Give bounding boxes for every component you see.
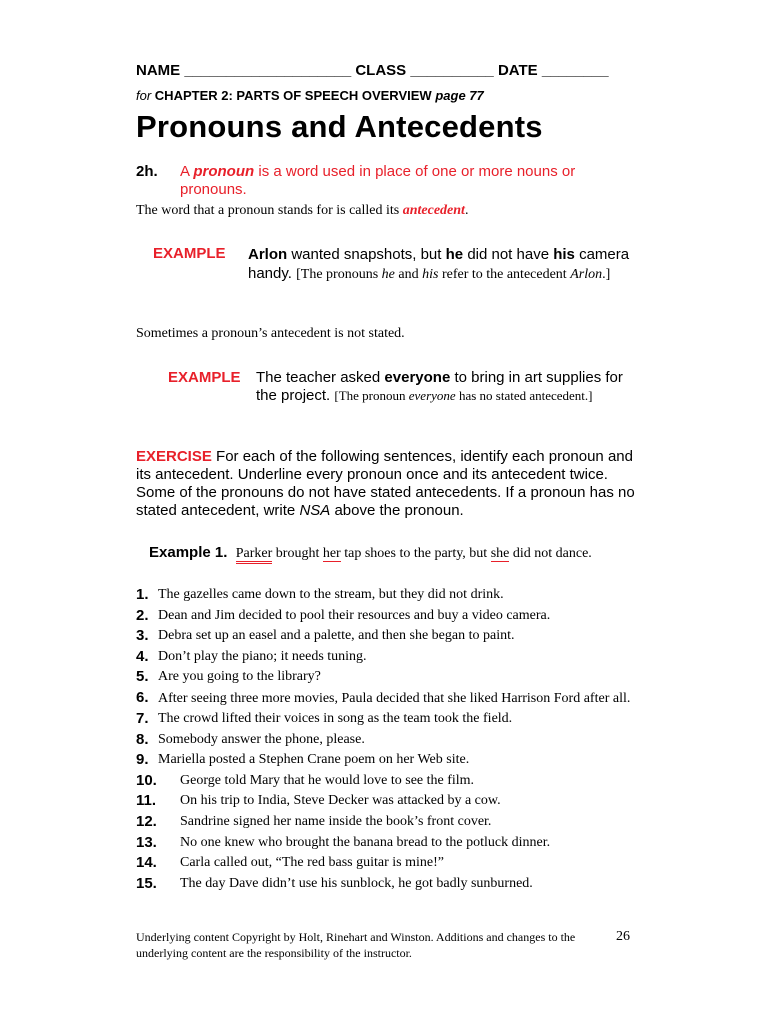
rule-definition	[180, 163, 600, 199]
item-sentence: After seeing three more movies, Paula decided that she liked Harrison Ford after all.	[158, 690, 631, 706]
list-item	[136, 791, 656, 812]
exercise-label: EXERCISE	[136, 448, 212, 465]
rule-text-end: is a word used in place of one or more nouns or pronouns.	[180, 163, 576, 198]
list-item	[136, 667, 656, 688]
list-item	[136, 688, 656, 709]
item-number: 2.	[136, 606, 149, 624]
worked-example-sentence	[236, 546, 592, 564]
item-sentence: Debra set up an easel and a palette, and then she began to paint.	[158, 628, 515, 644]
item-number: 1.	[136, 586, 149, 603]
list-item	[136, 812, 656, 833]
list-item	[136, 647, 656, 668]
item-number: 15.	[136, 874, 157, 892]
sentence-text: brought	[275, 546, 320, 561]
example-one-text	[248, 245, 648, 284]
exercise-text: For each of the following sentences, identify each pronoun and its antecedent. Underline every pronoun once and its antecedent twice. Some of the pronouns do not have stated antecedents. If a pronoun has no stated antecedent, write	[136, 448, 635, 519]
example-text: did not have	[467, 246, 550, 263]
example-text: wanted snapshots, but	[291, 246, 442, 263]
list-item	[136, 585, 656, 606]
example-note	[296, 267, 610, 282]
example-note	[334, 388, 592, 403]
item-number: 13.	[136, 833, 157, 851]
exercise-instructions	[136, 448, 636, 520]
chapter-prefix: for	[136, 88, 152, 103]
example-text: to bring in art supplies for the project.	[256, 369, 623, 404]
note-term: Arlon	[570, 267, 603, 282]
example-pronoun: his	[553, 246, 575, 263]
item-number: 4.	[136, 647, 149, 665]
note-text: [The pronouns	[296, 267, 379, 282]
item-number: 8.	[136, 730, 149, 748]
item-sentence: Somebody answer the phone, please.	[158, 731, 365, 747]
item-number: 5.	[136, 668, 149, 686]
antecedent-definition	[136, 203, 736, 219]
example-antecedent: Arlon	[248, 246, 288, 263]
underlined-pronoun: her	[322, 546, 341, 561]
item-number: 9.	[136, 751, 149, 769]
item-sentence: Dean and Jim decided to pool their resources and buy a video camera.	[158, 607, 551, 623]
note-text: [The pronoun	[334, 388, 406, 403]
note-text: and	[398, 267, 419, 282]
antecedent-definition-text: The word that a pronoun stands for is called its	[136, 203, 400, 218]
antecedent-definition-end: .	[464, 203, 469, 218]
chapter-reference	[136, 88, 756, 103]
item-number: 7.	[136, 709, 149, 727]
list-item	[136, 853, 656, 874]
chapter-name: CHAPTER 2: PARTS OF SPEECH OVERVIEW	[154, 88, 432, 103]
worked-example-label: Example 1.	[149, 544, 228, 561]
worked-example	[149, 544, 749, 562]
exercise-text: above the pronoun.	[334, 502, 464, 519]
example-two-text	[256, 369, 646, 405]
unstated-antecedent-note: Sometimes a pronoun’s antecedent is not stated.	[136, 326, 405, 341]
item-sentence: No one knew who brought the banana bread to the potluck dinner.	[180, 834, 551, 850]
copyright-notice: Underlying content Copyright by Holt, Rinehart and Winston. Additions and changes to the underlying content are the responsibility of the instructor.	[136, 930, 576, 960]
note-text: refer to the antecedent	[441, 267, 567, 282]
list-item	[136, 709, 656, 730]
item-sentence: Are you going to the library?	[158, 669, 321, 685]
item-sentence: Sandrine signed her name inside the book’s front cover.	[180, 813, 492, 829]
item-sentence: The crowd lifted their voices in song as the team took the field.	[158, 710, 513, 726]
rule-text-start: A	[180, 163, 190, 180]
example-label: EXAMPLE	[168, 369, 241, 386]
example-label: EXAMPLE	[153, 245, 226, 262]
item-number: 6.	[136, 688, 149, 706]
item-sentence: On his trip to India, Steve Decker was attacked by a cow.	[180, 793, 501, 809]
rule-number: 2h.	[136, 163, 158, 180]
item-sentence: Mariella posted a Stephen Crane poem on her Web site.	[158, 752, 470, 768]
item-number: 12.	[136, 812, 157, 830]
item-sentence: The day Dave didn’t use his sunblock, he got badly sunburned.	[180, 875, 533, 891]
note-term: he	[381, 267, 395, 282]
item-number: 11.	[136, 792, 157, 810]
name-class-date-line: NAME ____________________ CLASS __________ DATE ________	[136, 62, 609, 79]
item-sentence: Don’t play the piano; it needs tuning.	[158, 648, 367, 664]
list-item	[136, 771, 656, 792]
item-number: 14.	[136, 854, 157, 872]
list-item	[136, 874, 656, 895]
list-item	[136, 833, 656, 854]
list-item	[136, 730, 656, 751]
list-item	[136, 606, 656, 627]
sentence-text: tap shoes to the party, but	[344, 546, 488, 561]
note-text: has no stated antecedent.]	[458, 388, 593, 403]
sentence-text: did not dance.	[512, 546, 592, 561]
rule-term: pronoun	[193, 163, 255, 180]
double-underlined-antecedent: Parker	[236, 546, 273, 564]
list-item	[136, 626, 656, 647]
page-number: 26	[616, 929, 630, 944]
underlined-pronoun: she	[490, 546, 510, 561]
note-term: everyone	[408, 388, 456, 403]
example-pronoun: everyone	[384, 369, 451, 386]
item-sentence: The gazelles came down to the stream, but they did not drink.	[158, 587, 504, 602]
page-reference: page 77	[435, 88, 484, 103]
example-text: The teacher asked	[256, 369, 381, 386]
list-item	[136, 750, 656, 771]
example-text: camera handy.	[248, 246, 630, 282]
item-sentence: Carla called out, “The red bass guitar is mine!”	[180, 855, 444, 871]
nsa-term: NSA	[299, 502, 331, 519]
note-term: his	[422, 267, 439, 282]
item-number: 10.	[136, 771, 157, 789]
page-title: Pronouns and Antecedents	[136, 109, 543, 144]
item-sentence: George told Mary that he would love to see the film.	[180, 772, 475, 788]
antecedent-term: antecedent	[402, 203, 465, 218]
item-number: 3.	[136, 627, 149, 645]
example-pronoun: he	[445, 246, 464, 263]
exercise-list	[136, 585, 656, 894]
note-text: .]	[602, 267, 611, 282]
